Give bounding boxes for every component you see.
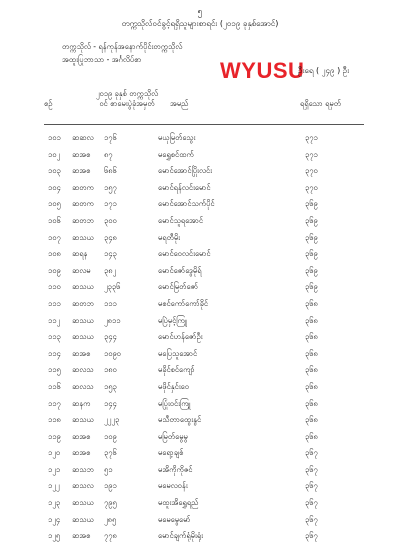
table-row: [0, 266, 400, 283]
roll-number: ၇၉၅: [104, 498, 117, 508]
student-name: မောင်ဇော်ဒွေမိုရ်: [158, 265, 202, 275]
row-number: ၁၂၃: [48, 498, 61, 508]
student-name: မရတီမိုး: [158, 232, 181, 242]
student-name: မပြဲမှင့်ကြူ: [158, 315, 188, 325]
marks-value: ၃၆၉: [305, 199, 318, 209]
marks-value: ၃၇၁: [305, 133, 318, 142]
marks-value: ၃၆၉: [305, 265, 318, 275]
row-number: ၁၁၉: [48, 431, 61, 441]
marks-value: ၃၆၇: [305, 514, 318, 524]
marks-value: ၃၆၉: [305, 232, 318, 242]
table-row: [0, 448, 400, 465]
marks-value: ၃၆၈: [305, 415, 318, 425]
marks-value: ၃၆၈: [305, 298, 318, 308]
row-number: ၁၁၇: [48, 398, 61, 408]
roll-number: ၇၇၈: [104, 531, 117, 541]
table-row: [0, 332, 400, 349]
column-header-marks: ရရှိသော ရမှတ်: [300, 99, 342, 108]
column-header-roll: ၂၀၁၉ ခုနှစ် တက္ကသိုလ်ဝင် စာမေးပွဲခုံအမှတ်: [95, 89, 159, 108]
table-row: [0, 216, 400, 233]
row-number: ၁၁၈: [48, 415, 61, 425]
student-name: မောင်ဟန်ဇော်ဦး: [158, 332, 203, 342]
column-header-no: စဉ်: [44, 99, 53, 108]
roll-number: ၁၀၉၀: [104, 348, 121, 358]
roll-prefix: ဆသယ: [72, 315, 94, 325]
roll-prefix: ဆလသ: [72, 365, 94, 375]
student-name: မောင်ဝေလင်းမောင်: [158, 249, 211, 259]
student-name: မောင်မြတ်ဇော်: [158, 282, 199, 292]
major-line: အထူးပြုဘာသာ - အင်္ဂလိပ်စာ: [62, 55, 142, 64]
roll-number: ၃၄၈: [104, 232, 117, 242]
row-number: ၁၀၈: [48, 249, 61, 259]
row-number: ၁၀၉: [48, 265, 61, 275]
table-row: [0, 382, 400, 399]
roll-prefix: ဆသယ: [72, 282, 94, 292]
table-row: [0, 133, 400, 150]
student-name: မအိကိုကိုဇင်: [158, 464, 193, 474]
results-table: [0, 133, 400, 548]
roll-number: ၁၄၃: [104, 249, 117, 259]
student-name: မောင်အောင်ပြိုးလင်း: [158, 166, 213, 176]
student-name: မမြတ်မွေမွ: [158, 431, 188, 441]
roll-number: ၈၇: [104, 149, 113, 159]
table-row: [0, 399, 400, 416]
roll-prefix: ဆလသ: [72, 381, 94, 391]
marks-value: ၃၆၉: [305, 249, 318, 259]
table-row: [0, 365, 400, 382]
student-name: မောင်ချက်ရုံမိုးရုံး: [158, 531, 204, 541]
student-name: မစင်ကော်ကော်ခိုင်: [158, 298, 209, 308]
roll-number: ၁၇၆: [104, 133, 117, 142]
row-number: ၁၀၅: [48, 199, 61, 209]
roll-number: ၁၀၉: [104, 431, 117, 441]
table-row: [0, 233, 400, 250]
roll-prefix: ဆတက: [72, 182, 94, 192]
roll-prefix: ဆသယ: [72, 514, 94, 524]
roll-prefix: ဆသယ: [72, 415, 94, 425]
row-number: ၁၁၁: [48, 298, 61, 308]
roll-number: ၂၈၁၁: [104, 315, 121, 325]
roll-number: ၂၈၅: [104, 514, 117, 524]
roll-prefix: ဆအစ: [72, 431, 91, 441]
marks-value: ၃၇၀: [305, 166, 318, 176]
row-number: ၁၂၁: [48, 464, 61, 474]
roll-prefix: ဆနက: [72, 398, 91, 408]
wyusu-watermark: WYUSU: [220, 58, 305, 83]
marks-value: ၃၆၈: [305, 348, 318, 358]
marks-value: ၃၆၉: [305, 215, 318, 225]
student-name: မယုမြတ်သွေး: [158, 133, 196, 142]
roll-prefix: ဆတဘ: [72, 215, 94, 225]
roll-number: ၃၀၀: [104, 215, 117, 225]
roll-prefix: ဆအစ: [72, 448, 91, 458]
table-row: [0, 498, 400, 515]
roll-prefix: ဆအစ: [72, 348, 91, 358]
marks-value: ၃၆၈: [305, 431, 318, 441]
row-number: ၁၁၅: [48, 365, 61, 375]
roll-prefix: ဆလမ: [72, 265, 91, 275]
table-row: [0, 166, 400, 183]
roll-number: ၂၃၃၆: [104, 282, 121, 292]
roll-prefix: ဆသယ: [72, 332, 94, 342]
marks-value: ၃၆၈: [305, 332, 318, 342]
university-line: တက္ကသိုလ် - ရန်ကုန်အနောက်ပိုင်းတက္ကသိုလ်: [62, 42, 183, 51]
student-name: မမေမွေမော်: [158, 514, 191, 524]
row-number: ၁၀၁: [48, 133, 61, 142]
student-name: မဖိုင်နှင်းဝေ: [158, 381, 189, 391]
roll-number: ၃၇၆: [104, 448, 117, 458]
table-row: [0, 415, 400, 432]
roll-number: ၁၄၄: [104, 398, 117, 408]
student-name: မမေလဝန်း: [158, 481, 188, 491]
student-name: မခိုင်စင်ကျော်: [158, 365, 195, 375]
page-number: ၅: [197, 7, 203, 17]
table-row: [0, 299, 400, 316]
roll-prefix: ဆအစ: [72, 149, 91, 159]
row-number: ၁၁၂: [48, 315, 61, 325]
table-row: [0, 249, 400, 266]
roll-number: ၁၈၀: [104, 365, 117, 375]
student-name: မောင်အောင်သက်ပိုင်: [158, 199, 215, 209]
roll-prefix: ဆသယ: [72, 232, 94, 242]
row-number: ၁၀၃: [48, 166, 61, 176]
header-rule: [44, 124, 364, 125]
roll-number: ၁၁၁: [104, 298, 117, 308]
table-row: [0, 531, 400, 548]
table-row: [0, 515, 400, 532]
row-number: ၁၂၂: [48, 481, 60, 491]
row-number: ၁၀၂: [48, 149, 61, 159]
roll-prefix: ဆရန: [72, 249, 88, 259]
roll-number: ၃၄၄: [104, 332, 117, 342]
table-row: [0, 199, 400, 216]
marks-value: ၃၆၈: [305, 315, 318, 325]
roll-number: ၁၇၁: [104, 199, 117, 209]
table-row: [0, 282, 400, 299]
table-row: [0, 183, 400, 200]
column-header-name: အမည်: [170, 99, 189, 108]
marks-value: ၃၆၇: [305, 498, 318, 508]
roll-prefix: ဆအစ: [72, 166, 91, 176]
row-number: ၁၁၆: [48, 381, 61, 391]
row-number: ၁၁၃: [48, 332, 61, 342]
row-number: ၁၀၆: [48, 215, 61, 225]
roll-prefix: ဆတက: [72, 199, 94, 209]
marks-value: ၃၆၇: [305, 481, 318, 491]
student-name: မပြုံးဝင်းကြူ: [158, 398, 191, 408]
marks-value: ၃၆၈: [305, 398, 318, 408]
marks-value: ၃၆၇: [305, 464, 318, 474]
marks-value: ၃၇၁: [305, 149, 318, 159]
row-number: ၁၁၄: [48, 348, 61, 358]
marks-value: ၃၆၇: [305, 531, 318, 541]
marks-value: ၃၆၇: [305, 448, 318, 458]
marks-value: ၃၆၈: [305, 381, 318, 391]
roll-prefix: ဆတဘ: [72, 298, 94, 308]
student-name: မရော့ချစ်: [158, 448, 184, 458]
roll-number: ၆၈၆: [104, 166, 117, 176]
roll-prefix: ဆဆလ: [72, 133, 94, 142]
marks-value: ၃၆၉: [305, 282, 318, 292]
roll-number: ၁၅၇: [104, 182, 117, 192]
student-name: မရွှေစင်ထက်: [158, 149, 194, 159]
marks-value: ၃၆၈: [305, 365, 318, 375]
table-row: [0, 316, 400, 333]
student-name: မောင်သူရအောင်: [158, 215, 204, 225]
row-number: ၁၀၇: [48, 232, 61, 242]
row-number: ၁၂၄: [48, 514, 61, 524]
student-name: မပြေသူအောင်: [158, 348, 198, 358]
roll-prefix: ဆသဘ: [72, 464, 94, 474]
roll-number: ၅၁: [104, 464, 113, 474]
row-number: ၁၁၀: [48, 282, 61, 292]
roll-number: ၃၈၂: [104, 265, 117, 275]
row-number: ၁၀၄: [48, 182, 61, 192]
roll-number: ၁၉၁: [104, 481, 117, 491]
student-count: ဦးရေ ( ၂၄၉ ) ဦး: [298, 66, 350, 75]
student-name: မသီတာထွေးနွင်: [158, 415, 202, 425]
row-number: ၁၂၀: [48, 448, 61, 458]
row-number: ၁၂၅: [48, 531, 61, 541]
student-name: မောင်ရန်လင်းမောင်: [158, 182, 211, 192]
table-row: [0, 150, 400, 167]
roll-number: ၁၅၃: [104, 381, 117, 391]
roll-prefix: ဆအစ: [72, 531, 91, 541]
roll-number: ၂၂၂၃: [104, 415, 120, 425]
list-heading: တက္ကသိုလ်ဝင်ခွင့်ရရှိသူများစာရင်း (၂၀၁၉ ခုနှစ်အောင်): [121, 19, 279, 28]
roll-prefix: ဆသလ: [72, 481, 94, 491]
roll-prefix: ဆသယ: [72, 498, 94, 508]
marks-value: ၃၇၀: [305, 182, 318, 192]
table-row: [0, 432, 400, 449]
table-row: [0, 481, 400, 498]
table-row: [0, 465, 400, 482]
student-name: မထူးအိရွှေရည်: [158, 498, 199, 508]
table-row: [0, 349, 400, 366]
